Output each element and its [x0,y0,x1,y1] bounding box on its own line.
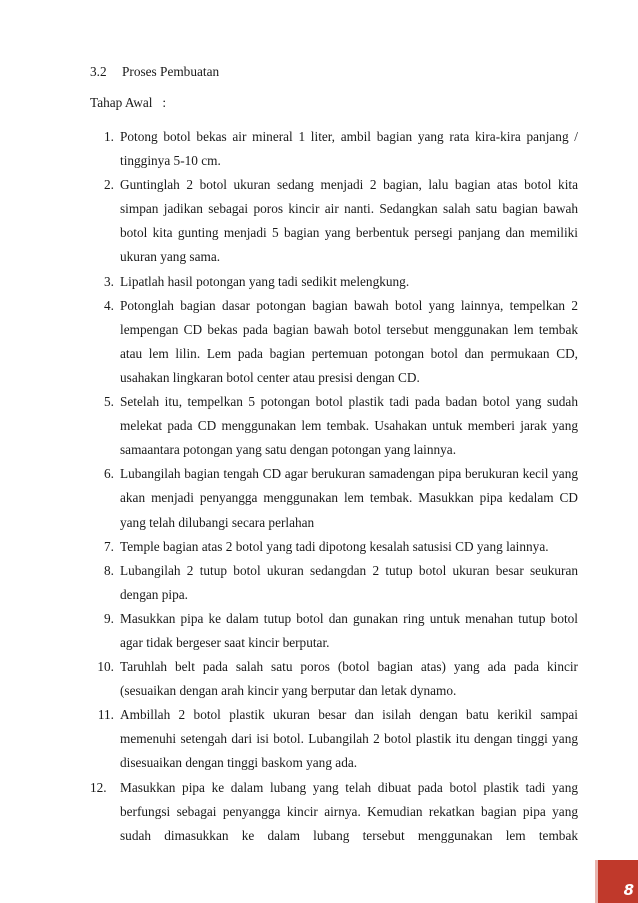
list-item [90,390,578,462]
step-text: Guntinglah 2 botol ukuran sedang menjadi 2 bagian, lalu bagian atas botol kita simpan jadikan sebagai poros kincir air nanti. Sedangkan salah satu bagian bawah botol kita gunting menjadi 5 bagian yang berbentuk persegi panjang dan memiliki ukuran yang sama. [120,177,578,265]
step-number: 4. [104,297,114,313]
section-heading [90,63,219,81]
step-text: Temple bagian atas 2 botol yang tadi dipotong kesalah satusisi CD yang lainnya. [120,538,549,554]
step-text: Lipatlah hasil potongan yang tadi sedikit melengkung. [120,273,410,289]
section-number: 3.2 [90,64,107,79]
list-item [90,776,578,848]
step-number: 8. [104,562,114,578]
list-item [90,703,578,775]
step-number: 2. [104,177,114,193]
step-number: 9. [104,610,114,626]
list-item [90,535,578,559]
page-number-badge [595,860,638,903]
list-item [90,655,578,703]
step-text: Lubangilah bagian tengah CD agar berukuran samadengan pipa berukuran kecil yang akan menjadi penyangga menggunakan lem tembak. Masukkan pipa kedalam CD yang telah dilubangi secara perlahan [120,466,578,530]
list-item [90,462,578,534]
page-number: 8 [623,881,634,899]
list-item [90,270,578,294]
step-text: Lubangilah 2 tutup botol ukuran sedangdan 2 tutup botol ukuran besar seukuran dengan pipa. [120,562,578,602]
step-number: 3. [104,273,114,289]
step-number: 12. [90,779,107,795]
step-text: Masukkan pipa ke dalam tutup botol dan gunakan ring untuk menahan tutup botol agar tidak bergeser saat kincir berputar. [120,610,578,650]
list-item [90,559,578,607]
step-text: Potong botol bekas air mineral 1 liter, ambil bagian yang rata kira-kira panjang / tingginya 5-10 cm. [120,129,578,169]
step-number: 1. [104,129,114,144]
step-text: Setelah itu, tempelkan 5 potongan botol plastik tadi pada badan botol yang sudah melekat pada CD menggunakan lem tembak. Usahakan untuk memberi jarak yang samaantara potongan yang satu dengan potongan yang lainnya. [120,394,578,458]
step-text: Potonglah bagian dasar potongan bagian bawah botol yang lainnya, tempelkan 2 lempengan CD bekas pada bagian bawah botol tersebut menggunakan lem tembak atau lem lilin. Lem pada bagian pertemuan potongan botol dan permukaan CD, usahakan lingkaran botol center atau presisi dengan CD. [120,297,578,385]
list-item [90,173,578,269]
step-number: 6. [104,466,114,482]
step-number: 5. [104,394,114,410]
steps-list [90,125,578,848]
section-title: Proses Pembuatan [122,64,220,79]
step-text: Ambillah 2 botol plastik ukuran besar dan isilah dengan batu kerikil sampai memenuhi setengah dari isi botol. Lubangilah 2 botol plastik itu dengan tinggi yang disesuaikan dengan tinggi baskom yang ada. [120,707,578,771]
stage-heading: Tahap Awal : [90,95,167,110]
list-item [90,607,578,655]
step-number: 11. [97,707,114,723]
list-item [90,125,578,173]
list-item [90,294,578,390]
step-text: Taruhlah belt pada salah satu poros (botol bagian atas) yang ada pada kincir (sesuaikan dengan arah kincir yang berputar dan letak dynamo. [120,659,578,699]
step-number: 7. [104,538,114,554]
step-text: Masukkan pipa ke dalam lubang yang telah dibuat pada botol plastik tadi yang berfungsi sebagai penyangga kincir airnya. Kemudian rekatkan bagian pipa yang sudah dimasukkan ke dalam lubang tersebut menggunakan lem tembak [120,779,578,843]
step-number: 10. [97,659,114,675]
